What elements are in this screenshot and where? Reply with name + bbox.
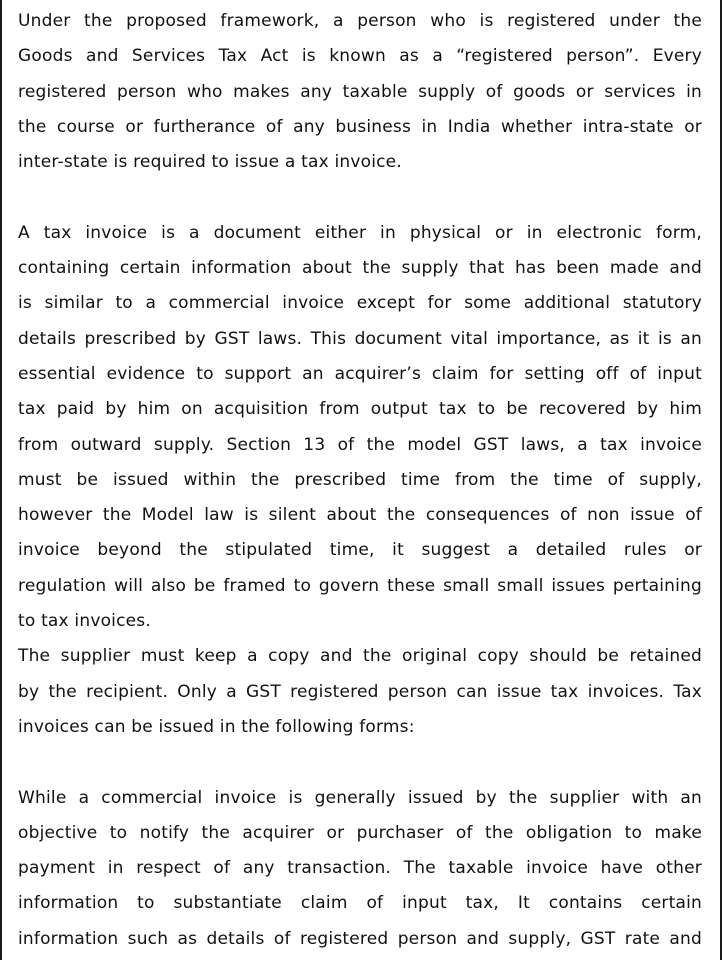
paragraph-commercial-invoice xyxy=(18,781,702,957)
text-line: information to substantiate claim of input tax, It contains certain xyxy=(18,893,702,914)
text-line: information such as details of registered person and supply, GST rate and xyxy=(18,928,702,949)
paragraph-registered-person xyxy=(18,4,702,180)
text-line: tax paid by him on acquisition from output tax to be recovered by him xyxy=(18,399,702,420)
paragraph-spacer xyxy=(18,745,702,780)
text-line: A tax invoice is a document either in physical or in electronic form, xyxy=(18,222,702,243)
text-line: The supplier must keep a copy and the original copy should be retained xyxy=(18,646,702,667)
paragraph-supplier-copy xyxy=(18,639,702,745)
text-line: from outward supply. Section 13 of the model GST laws, a tax invoice xyxy=(18,434,702,455)
text-line: however the Model law is silent about the consequences of non issue of xyxy=(18,505,702,526)
text-line: invoice beyond the stipulated time, it suggest a detailed rules or xyxy=(18,540,702,561)
text-line: invoices can be issued in the following forms: xyxy=(18,716,415,737)
text-line: Goods and Services Tax Act is known as a “registered person”. Every xyxy=(18,46,702,67)
text-line: by the recipient. Only a GST registered person can issue tax invoices. Tax xyxy=(18,681,702,702)
paragraph-spacer xyxy=(18,180,702,215)
text-line: is similar to a commercial invoice except for some additional statutory xyxy=(18,293,702,314)
document-body xyxy=(18,4,702,957)
text-line: must be issued within the prescribed time from the time of supply, xyxy=(18,469,702,490)
text-line: While a commercial invoice is generally issued by the supplier with an xyxy=(18,787,702,808)
paragraph-tax-invoice-definition xyxy=(18,216,702,640)
text-line: to tax invoices. xyxy=(18,611,151,632)
text-line: the course or furtherance of any business in India whether intra-state or xyxy=(18,116,702,137)
text-line: objective to notify the acquirer or purchaser of the obligation to make xyxy=(18,822,702,843)
text-line: inter-state is required to issue a tax invoice. xyxy=(18,152,402,173)
text-line: registered person who makes any taxable supply of goods or services in xyxy=(18,81,702,102)
text-line: regulation will also be framed to govern these small small issues pertaining xyxy=(18,575,702,596)
text-line: details prescribed by GST laws. This document vital importance, as it is an xyxy=(18,328,702,349)
text-line: Under the proposed framework, a person who is registered under the xyxy=(18,11,702,31)
text-line: essential evidence to support an acquirer’s claim for setting off of input xyxy=(18,363,702,384)
text-line: payment in respect of any transaction. The taxable invoice have other xyxy=(18,858,702,879)
text-line: containing certain information about the supply that has been made and xyxy=(18,258,702,279)
